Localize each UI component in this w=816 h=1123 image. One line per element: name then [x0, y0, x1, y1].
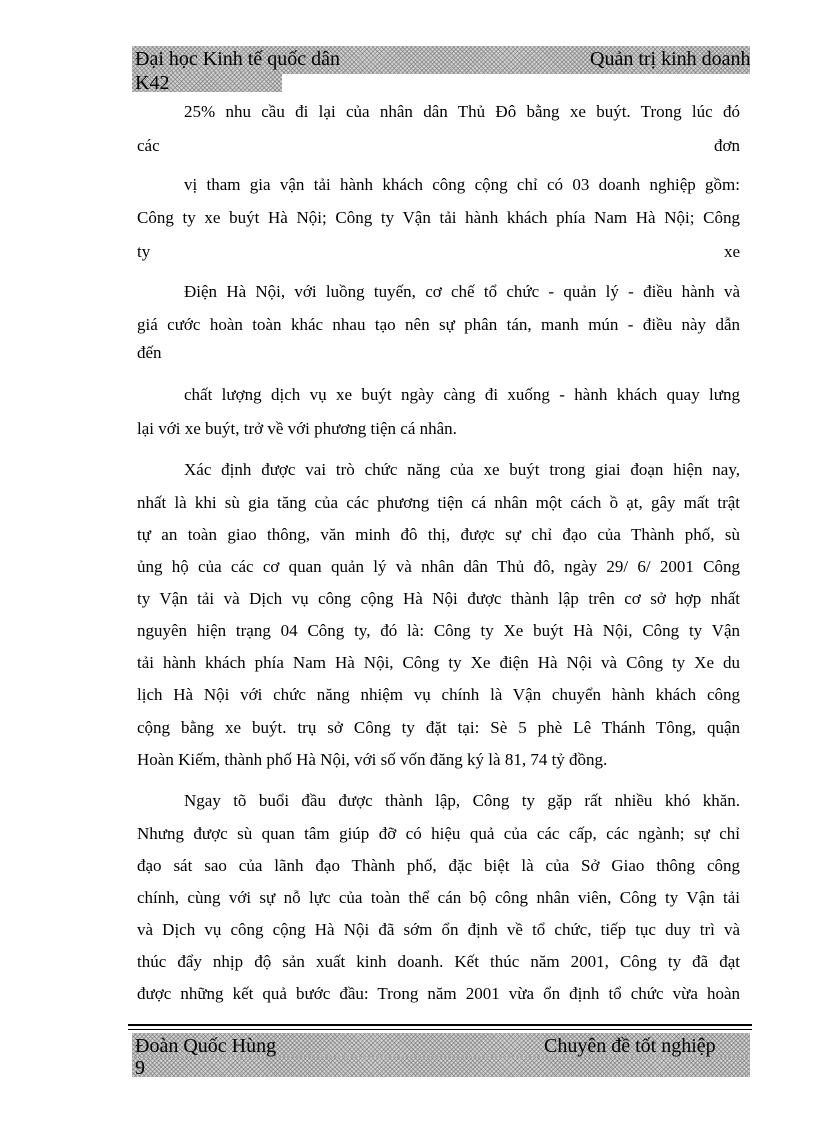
body-line: Điện Hà Nội, với luồng tuyến, cơ chế tổ chức - quản lý - điều hành và	[184, 282, 740, 301]
body-line: nhất là khi sù gia tăng của các phương tiện cá nhân một cách ồ ạt, gây mất trật	[137, 493, 740, 512]
body-line: nguyên hiện trạng 04 Công ty, đó là: Công ty Xe buýt Hà Nội, Công ty Vận	[137, 621, 740, 640]
body-line: Công ty xe buýt Hà Nội; Công ty Vận tải hành khách phía Nam Hà Nội; Công	[137, 208, 740, 227]
body-line: đạo sát sao của lãnh đạo Thành phố, đặc biệt là của Sở Giao thông công	[137, 856, 740, 875]
body-line: 25% nhu cầu đi lại của nhân dân Thủ Đô bằng xe buýt. Trong lúc đó	[184, 102, 740, 121]
footer-title: Chuyên đề tốt nghiệp	[544, 1035, 716, 1057]
body-line: được những kết quả bước đầu: Trong năm 2001 vừa ổn định tổ chức vừa hoàn	[137, 984, 740, 1003]
body-line: cộng bằng xe buýt. trụ sở Công ty đặt tại: Sè 5 phè Lê Thánh Tông, quận	[137, 718, 740, 737]
body-line: lại với xe buýt, trở về với phương tiện cá nhân.	[137, 419, 457, 438]
body-line: chính, cùng với sự nỗ lực của toàn thể cán bộ công nhân viên, Công ty Vận tải	[137, 888, 740, 907]
body-line: ty Vận tải và Dịch vụ công cộng Hà Nội được thành lập trên cơ sở hợp nhất	[137, 589, 740, 608]
body-word: đơn	[714, 136, 740, 155]
body-line: Ngay tõ buổi đầu được thành lập, Công ty gặp rất nhiều khó khăn.	[184, 791, 740, 810]
body-line: và Dịch vụ công cộng Hà Nội đã sớm ổn định về tổ chức, tiếp tục duy trì và	[137, 920, 740, 939]
body-line: Nhưng được sù quan tâm giúp đỡ có hiệu quả của các cấp, các ngành; sự chỉ	[137, 824, 740, 843]
header-course: K42	[135, 72, 170, 94]
body-line: lịch Hà Nội với chức năng nhiệm vụ chính là Vận chuyển hành khách công	[137, 685, 740, 704]
header-university: Đại học Kinh tế quốc dân	[135, 48, 340, 70]
footer-author: Đoàn Quốc Hùng	[135, 1035, 277, 1057]
body-line: vị tham gia vận tải hành khách công cộng chỉ có 03 doanh nghiệp gồm:	[184, 175, 740, 194]
body-line: ủng hộ của các cơ quan quản lý và nhân dân Thủ đô, ngày 29/ 6/ 2001 Công	[137, 557, 740, 576]
footer-rule-thick	[128, 1024, 752, 1026]
body-line	[137, 238, 740, 266]
page-number: 9	[135, 1057, 145, 1079]
body-line: thúc đẩy nhịp độ sản xuất kinh doanh. Kết thúc năm 2001, Công ty đã đạt	[137, 952, 740, 971]
footer-band-second	[132, 1057, 750, 1077]
body-word: các	[137, 136, 160, 155]
body-line: tải hành khách phía Nam Hà Nội, Công ty Xe điện Hà Nội và Công ty Xe du	[137, 653, 740, 672]
footer-rule-thin	[128, 1029, 752, 1030]
body-line: đến	[137, 343, 162, 362]
body-word: xe	[723, 242, 740, 261]
body-line: Hoàn Kiếm, thành phố Hà Nội, với số vốn đăng ký là 81, 74 tỷ đồng.	[137, 750, 608, 769]
header-major: Quản trị kinh doanh	[590, 48, 751, 70]
page-footer	[132, 1033, 750, 1077]
body-line: giá cước hoàn toàn khác nhau tạo nên sự phân tán, manh mún - điều này dẫn	[137, 315, 740, 334]
page-header	[132, 46, 750, 92]
body-word: ty	[137, 242, 151, 261]
body-line: Xác định được vai trò chức năng của xe buýt trong giai đoạn hiện nay,	[184, 460, 740, 479]
body-line: chất lượng dịch vụ xe buýt ngày càng đi xuống - hành khách quay lưng	[184, 385, 740, 404]
body-line	[137, 132, 740, 160]
body-line: tự an toàn giao thông, văn minh đô thị, được sự chỉ đạo của Thành phố, sù	[137, 525, 740, 544]
